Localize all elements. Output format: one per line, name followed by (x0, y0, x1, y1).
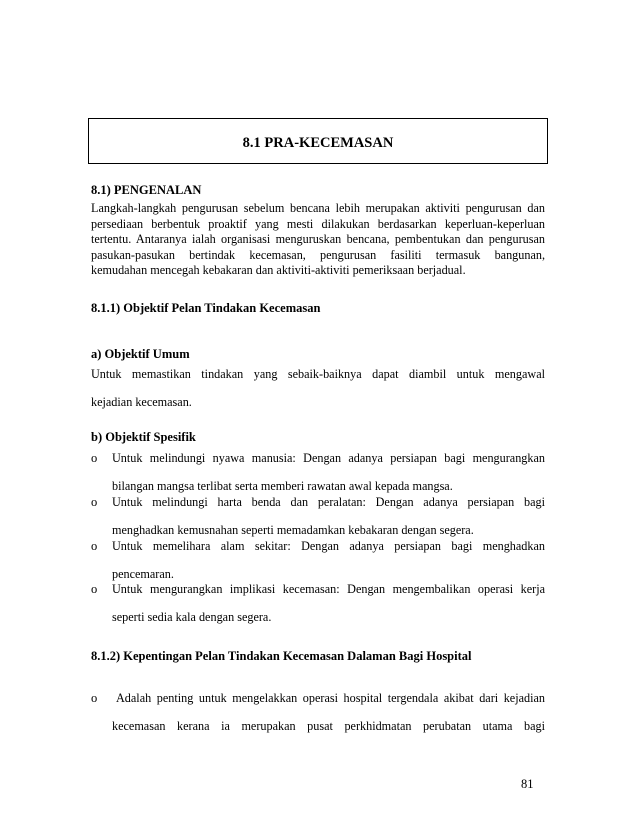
spesifik-item-line: Untuk melindungi nyawa manusia: Dengan adanya persiapan bagi mengurangkan (112, 451, 545, 465)
objektif-umum-heading: a) Objektif Umum (91, 347, 190, 361)
spesifik-item-line: bilangan mangsa terlibat serta memberi rawatan awal kepada mangsa. (112, 479, 453, 493)
intro-line: kemudahan mencegah kebakaran dan aktiviti-aktiviti pemeriksaan berjadual. (91, 263, 466, 278)
intro-heading: 8.1) PENGENALAN (91, 183, 202, 197)
intro-paragraph (91, 201, 545, 279)
kepentingan-item-line: Adalah penting untuk mengelakkan operasi hospital tergendala akibat dari kejadian (116, 691, 545, 705)
bullet-icon: o (91, 451, 98, 465)
bullet-icon: o (91, 539, 98, 553)
bullet-icon: o (91, 582, 98, 596)
spesifik-item-4 (112, 575, 545, 631)
title-box (88, 118, 548, 164)
kepentingan-item-1 (112, 684, 545, 740)
objektif-umum-line: Untuk memastikan tindakan yang sebaik-baiknya dapat diambil untuk mengawal (91, 367, 545, 381)
spesifik-item-line: pencemaran. (112, 567, 174, 581)
section-812-heading: 8.1.2) Kepentingan Pelan Tindakan Kecemasan Dalaman Bagi Hospital (91, 649, 472, 663)
objektif-umum-line: kejadian kecemasan. (91, 395, 192, 409)
spesifik-item-line: seperti sedia kala dengan segera. (112, 610, 272, 624)
intro-line: tertentu. Antaranya ialah organisasi menguruskan bencana, pembentukan dan pengurusan (91, 232, 545, 247)
bullet-icon: o (91, 495, 98, 509)
spesifik-item-line: menghadkan kemusnahan seperti memadamkan kebakaran dengan segera. (112, 523, 474, 537)
spesifik-item-line: Untuk mengurangkan implikasi kecemasan: Dengan mengembalikan operasi kerja (112, 582, 545, 596)
intro-line: Langkah-langkah pengurusan sebelum bencana lebih merupakan aktiviti pengurusan dan (91, 201, 545, 215)
page-number: 81 (521, 777, 534, 791)
page-title: 8.1 PRA-KECEMASAN (242, 135, 394, 151)
bullet-icon: o (91, 691, 98, 705)
objektif-umum-paragraph (91, 360, 545, 416)
kepentingan-item-line: kecemasan kerana ia merupakan pusat perkhidmatan perubatan utama bagi (112, 719, 545, 733)
intro-line: persediaan berbentuk proaktif yang mesti dilakukan berdasarkan keperluan-keperluan (91, 216, 545, 231)
objektif-spesifik-heading: b) Objektif Spesifik (91, 430, 196, 444)
spesifik-item-line: Untuk melindungi harta benda dan peralatan: Dengan adanya persiapan bagi (112, 495, 545, 509)
intro-line: pasukan-pasukan bertindak kecemasan, pengurusan fasiliti termasuk bangunan, (91, 247, 545, 262)
section-811-heading: 8.1.1) Objektif Pelan Tindakan Kecemasan (91, 301, 321, 315)
spesifik-item-line: Untuk memelihara alam sekitar: Dengan adanya persiapan bagi menghadkan (112, 539, 545, 553)
